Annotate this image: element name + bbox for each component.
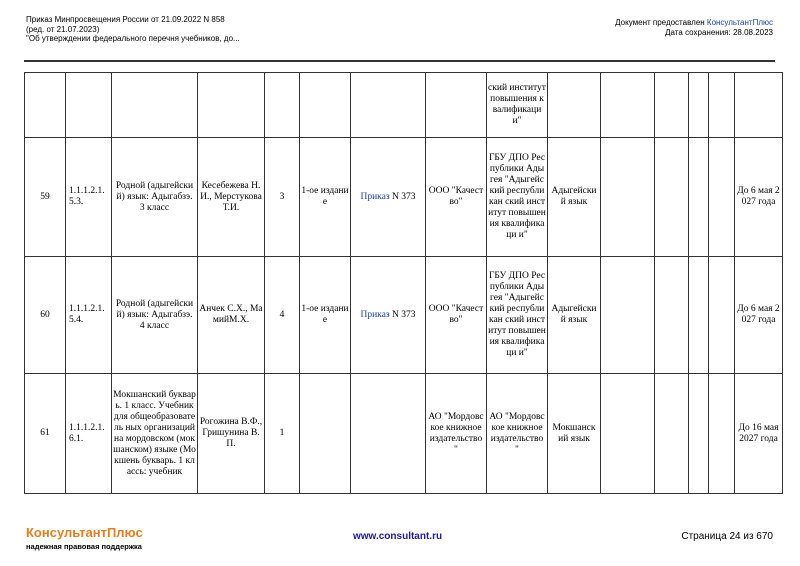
doc-title-line: Приказ Минпросвещения России от 21.09.2022 N 858 xyxy=(26,15,225,24)
row-publisher: ООО "Качество" xyxy=(426,138,487,257)
row-title: Родной (адыгейский) язык: Адыгабзэ. 3 класс xyxy=(112,138,198,257)
row-number: 61 xyxy=(25,374,66,494)
row-publisher: АО "Мордовское книжное издательство " xyxy=(426,374,487,494)
row-developer: ГБУ ДПО Республики Адыгея "Адыгейский республикан ский институт повышения квалификаци и" xyxy=(487,138,548,257)
row-language: Мокшанск ий язык xyxy=(548,374,601,494)
consultant-logo: КонсультантПлюс xyxy=(26,525,143,540)
row-publisher: ООО "Качество" xyxy=(426,257,487,374)
row-number: 60 xyxy=(25,257,66,374)
row-code: 1.1.1.2.1. 6.1. xyxy=(66,374,112,494)
table-row-continuation xyxy=(25,73,783,138)
row-order xyxy=(351,138,426,257)
row-number: 59 xyxy=(25,138,66,257)
site-link[interactable]: www.consultant.ru xyxy=(353,531,443,542)
row-grade: 1 xyxy=(265,374,300,494)
row-language: Адыгейски й язык xyxy=(548,257,601,374)
row-term: До 16 мая 2027 года xyxy=(735,374,783,494)
row-code: 1.1.1.2.1. 5.4. xyxy=(66,257,112,374)
doc-revision: (ред. от 21.07.2023) xyxy=(26,24,100,34)
row-developer: ГБУ ДПО Республики Адыгея "Адыгейский республикан ский институт повышения квалификаци и" xyxy=(487,257,548,374)
textbook-table xyxy=(24,72,783,494)
row-edition: 1-ое издание xyxy=(300,138,351,257)
row-developer: АО "Мордовское книжное издательство " xyxy=(487,374,548,494)
page-counter: Страница 24 из 670 xyxy=(681,531,773,542)
row-order xyxy=(351,257,426,374)
provider-link[interactable]: КонсультантПлюс xyxy=(706,18,773,27)
document-header xyxy=(26,15,240,44)
doc-subject: "Об утверждении федерального перечня учебников, до... xyxy=(26,34,240,43)
order-link[interactable]: Приказ xyxy=(360,309,390,320)
logo-tagline: надежная правовая поддержка xyxy=(26,542,142,551)
row-term: До 6 мая 2027 года xyxy=(735,257,783,374)
row-grade: 3 xyxy=(265,138,300,257)
save-date: Дата сохранения: 28.08.2023 xyxy=(665,28,773,37)
row-language: Адыгейски й язык xyxy=(548,138,601,257)
table-row xyxy=(25,257,783,374)
table-row xyxy=(25,374,783,494)
table-row xyxy=(25,138,783,257)
order-number: N 373 xyxy=(389,309,416,320)
row-edition xyxy=(300,374,351,494)
row-title: Родной (адыгейский) язык: Адыгабзэ. 4 класс xyxy=(112,257,198,374)
row-title: Мокшанский букварь. 1 класс. Учебник для общеобразователь ных организаций на мордовском (мокшанском) языке (Мокшень букварь. 1 классь: учебник xyxy=(112,374,198,494)
provided-by-label: Документ предоставлен xyxy=(615,18,707,27)
row-code: 1.1.1.2.1. 5.3. xyxy=(66,138,112,257)
row-term: До 6 мая 2027 года xyxy=(735,138,783,257)
row-authors: Кесебежева Н.И., Мерстукова Т.И. xyxy=(198,138,265,257)
header-divider xyxy=(24,60,775,62)
order-link[interactable]: Приказ xyxy=(360,191,390,202)
row-authors: Рогожина В.Ф., Гришунина В.П. xyxy=(198,374,265,494)
order-number: N 373 xyxy=(389,191,416,202)
row-authors: Анчек С.Х., МамийМ.Х. xyxy=(198,257,265,374)
provider-header xyxy=(615,18,773,38)
developer-cell: ский институт повышения квалификаци и" xyxy=(487,73,548,138)
row-order xyxy=(351,374,426,494)
row-grade: 4 xyxy=(265,257,300,374)
row-edition: 1-ое издание xyxy=(300,257,351,374)
